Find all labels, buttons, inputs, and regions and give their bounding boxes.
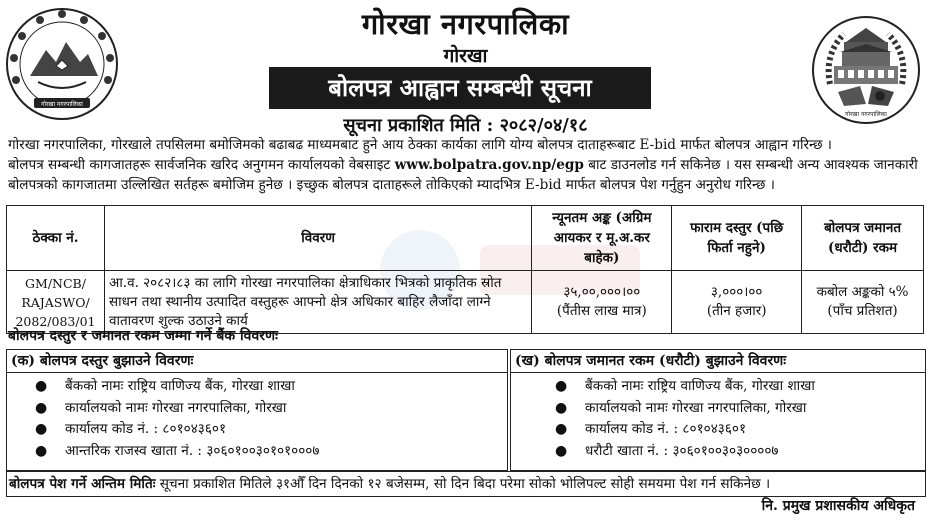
list-item-text: बैंकको नामः राष्ट्रिय वाणिज्य बैंक, गोरखा शाखा bbox=[585, 378, 815, 394]
bullet-icon: ● bbox=[555, 421, 568, 437]
bullet-icon: ● bbox=[35, 399, 48, 416]
header-bid-security: बोलपत्र जमानत (धरौटी) रकम bbox=[802, 206, 924, 271]
website-link[interactable]: www.bolpatra.gov.np/egp bbox=[394, 157, 584, 173]
notice-title: बोलपत्र आह्वान सम्बन्धी सूचना bbox=[269, 67, 651, 109]
cell-description: आ.व. २०८२।८३ का लागि गोरखा नगरपालिका क्षेत्राधिकार भित्रको प्राकृतिक स्रोत साधन तथा स्थानीय उत्पादित वस्तुहरू आफ्नो क्षेत्र अधिकार बाहिर लैजाँदा लाग्ने वातावरण शुल्क उठाउने कार्य bbox=[104, 271, 531, 334]
header-form-fee: फाराम दस्तुर (पछि फिर्ता नहुने) bbox=[672, 206, 802, 271]
intro-line-1: गोरखा नगरपालिका, गोरखाले तपसिलमा बमोजिमको बढाबढ माध्यमबाट हुने आय ठेक्का कार्यका लागि योग्य बोलपत्र दाताहरूबाट E-bid मार्फत बोलपत्र आह्वान गरिन्छ । bbox=[8, 137, 832, 153]
intro-line-2-prefix: बोलपत्र सम्बन्धी कागजातहरू सार्वजनिक खरिद अनुगमन कार्यालयको वेबसाइट bbox=[8, 157, 395, 173]
form-fee-words: (तीन हजार) bbox=[706, 303, 767, 319]
bullet-icon: ● bbox=[555, 378, 568, 394]
bullet-icon: ● bbox=[555, 399, 568, 416]
intro-line-2 bbox=[8, 155, 924, 195]
bank-box-security bbox=[510, 349, 926, 471]
list-item bbox=[555, 419, 925, 441]
list-item bbox=[35, 398, 507, 420]
min-amount-value: ३५,००,०००।०० bbox=[563, 284, 641, 300]
bank-heading: बोलपत्र दस्तुर र जमानत रकम जम्मा गर्ने बैंक विवरणः bbox=[8, 328, 278, 344]
header-contract-no: ठेक्का नं. bbox=[7, 206, 105, 271]
list-item-text: कार्यालय कोड नं. : ८०१०४३६०१ bbox=[65, 421, 227, 437]
bullet-icon: ● bbox=[35, 421, 48, 437]
list-item-text: कार्यालयको नामः गोरखा नगरपालिका, गोरखा bbox=[585, 399, 807, 416]
list-item bbox=[35, 419, 507, 441]
list-item-text: कार्यालयको नामः गोरखा नगरपालिका, गोरखा bbox=[65, 399, 287, 416]
signature: नि. प्रमुख प्रशासकीय अधिकृत bbox=[761, 498, 915, 514]
org-location: गोरखा bbox=[443, 45, 488, 67]
table-row bbox=[7, 271, 924, 334]
list-item bbox=[35, 441, 507, 463]
header-min-amount: न्यूनतम अङ्क (अग्रिम आयकर र मू.अ.कर बाहेक) bbox=[532, 206, 672, 271]
intro-paragraph bbox=[8, 135, 924, 195]
min-amount-words: (पैंतीस लाख मात्र) bbox=[556, 303, 647, 319]
bank-box-security-list bbox=[511, 376, 925, 462]
bullet-icon: ● bbox=[35, 442, 48, 459]
table-header-row bbox=[7, 206, 924, 271]
deadline-box bbox=[6, 471, 926, 497]
right-logo-caption: गोरखा नगरपालिका bbox=[845, 111, 887, 118]
list-item bbox=[35, 376, 507, 398]
bank-box-fee bbox=[6, 349, 508, 471]
cell-min-amount bbox=[532, 271, 672, 334]
bank-box-fee-list bbox=[7, 376, 507, 462]
deadline-label: बोलपत्र पेश गर्ने अन्तिम मितिः bbox=[9, 476, 156, 492]
org-name: गोरखा नगरपालिका bbox=[361, 7, 570, 41]
header-description: विवरण bbox=[104, 206, 531, 271]
cell-contract-no: GM/NCB/ RAJASWO/ 2082/083/01 bbox=[7, 271, 105, 334]
form-fee-value: ३,०००।०० bbox=[710, 284, 763, 300]
bank-box-fee-title: (क) बोलपत्र दस्तुर बुझाउने विवरणः bbox=[7, 350, 507, 373]
intro-line-2-suffix: बाट डाउनलोड गर्न सकिनेछ । यस सम्बन्धी अन्य आवश्यक जानकारी बोलपत्रको कागजातमा उल्लिखित सर्तहरू बमोजिम हुनेछ । इच्छुक बोलपत्र दाताहरूले तोकिएको म्यादभित्र E-bid मार्फत बोलपत्र पेश गर्नुहुन अनुरोध गरिन्छ । bbox=[8, 157, 918, 193]
left-logo-caption: गोरखा नगरपालिका bbox=[41, 101, 83, 108]
cell-form-fee bbox=[672, 271, 802, 334]
list-item-text: आन्तरिक राजस्व खाता नं. : ३०६०१००३०१०१०००७ bbox=[65, 442, 320, 459]
cell-bid-security: कबोल अङ्कको ५% (पाँच प्रतिशत) bbox=[802, 271, 924, 334]
publish-date: सूचना प्रकाशित मिति : २०८२/०४/१८ bbox=[343, 115, 588, 136]
bank-box-security-title: (ख) बोलपत्र जमानत रकम (धरौटी) बुझाउने विवरणः bbox=[511, 350, 925, 373]
deadline-text: सूचना प्रकाशित मितिले ३१औँ दिन दिनको १२ बजेसम्म, सो दिन बिदा परेमा सोको भोलिपल्ट सोही समयमा पेश गर्न सकिनेछ । bbox=[155, 476, 771, 492]
list-item bbox=[555, 376, 925, 398]
list-item bbox=[555, 398, 925, 420]
bullet-icon: ● bbox=[555, 442, 568, 459]
tender-table bbox=[6, 205, 924, 334]
list-item bbox=[555, 441, 925, 463]
bullet-icon: ● bbox=[35, 378, 48, 394]
list-item-text: कार्यालय कोड नं. : ८०१०४३६०१ bbox=[585, 421, 747, 437]
list-item-text: बैंकको नामः राष्ट्रिय वाणिज्य बैंक, गोरखा शाखा bbox=[65, 378, 295, 394]
list-item-text: धरौटी खाता नं. : ३०६०१००३०३००००७ bbox=[585, 442, 779, 459]
